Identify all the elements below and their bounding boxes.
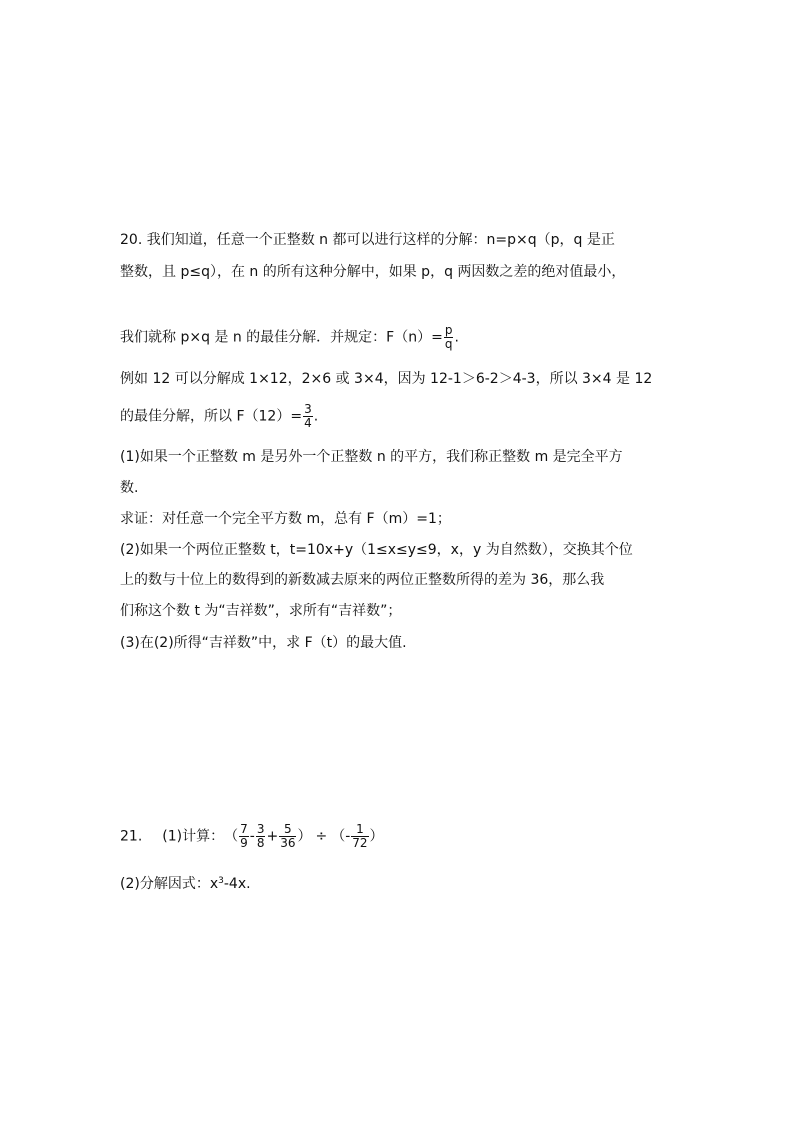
q20-part3-line-1 <box>120 633 680 653</box>
q20-line-4-text: 例如 12 可以分解成 1×12，2×6 或 3×4，因为 12-1＞6-2＞4-3，所以 3×4 是 12 <box>120 371 653 387</box>
q20-part1-line-1 <box>120 447 680 467</box>
q20-line-2-text: 整数，且 p≤q），在 n 的所有这种分解中，如果 p，q 两因数之差的绝对值最小， <box>120 264 626 280</box>
q21-part1 <box>120 823 680 850</box>
fraction-denominator: 9 <box>240 836 248 850</box>
close-paren: ） <box>297 828 312 845</box>
q20-part2-line-3-text: 们称这个数 t 为“吉祥数”，求所有“吉祥数”； <box>120 603 402 619</box>
minus-sign: - <box>249 828 255 845</box>
q20-part1-line-2-text: 数. <box>120 480 139 496</box>
open-paren: （ <box>224 828 239 845</box>
q21-part2-end: -4x. <box>223 876 251 892</box>
fraction-numerator: 5 <box>279 823 296 837</box>
q20-line-1-text: 20. 我们知道，任意一个正整数 n 都可以进行这样的分解：n=p×q（p，q 是正 <box>120 232 615 248</box>
q20-line-3 <box>120 324 680 351</box>
fraction-3-over-4 <box>303 403 313 430</box>
q21-part2-text: (2)分解因式：x <box>120 876 219 892</box>
q20-line-5-end: . <box>313 408 319 425</box>
q20-part2-line-2-text: 上的数与十位上的数得到的新数减去原来的两位正整数所得的差为 36，那么我 <box>120 572 605 588</box>
fraction-denominator: q <box>444 337 453 351</box>
q20-part2-line-1-text: (2)如果一个两位正整数 t，t=10x+y（1≤x≤y≤9，x，y 为自然数），交换其个位 <box>120 542 633 558</box>
plus-sign: + <box>266 828 279 845</box>
fraction-numerator: 7 <box>240 822 248 836</box>
fraction-numerator: 1 <box>351 823 368 837</box>
q20-line-3-text: 我们就称 p×q 是 n 的最佳分解．并规定：F（n）= <box>120 329 443 346</box>
q20-part1-line-3-text: 求证：对任意一个完全平方数 m，总有 F（m）=1； <box>120 511 451 527</box>
q20-line-3-end: . <box>454 329 459 346</box>
q20-part1-line-2 <box>120 478 680 498</box>
divide-sign: ÷ <box>315 828 328 845</box>
fraction-denominator: 4 <box>304 416 312 430</box>
q20-part1-line-1-text: (1)如果一个正整数 m 是另外一个正整数 n 的平方，我们称正整数 m 是完全平方 <box>120 449 623 465</box>
q20-line-4 <box>120 369 680 389</box>
fraction-denominator: 72 <box>352 836 368 850</box>
fraction-denominator: 8 <box>256 836 265 850</box>
fraction-numerator: p <box>444 323 453 337</box>
q21-expression <box>224 823 383 850</box>
fraction-denominator: 36 <box>280 836 296 850</box>
q20-part2-line-1 <box>120 540 680 560</box>
close-paren-2: ） <box>369 828 384 845</box>
fraction-numerator: 3 <box>256 822 265 836</box>
open-paren-negative: （- <box>331 828 351 845</box>
q20-part3-line-1-text: (3)在(2)所得“吉祥数”中，求 F（t）的最大值. <box>120 635 407 651</box>
q20-line-1 <box>120 230 680 250</box>
fraction-5-over-36 <box>279 823 296 850</box>
q21-part1-label: (1)计算： <box>162 828 225 845</box>
exponent-3: 3 <box>218 876 224 886</box>
q20-line-5-text: 的最佳分解，所以 F（12）= <box>120 408 303 425</box>
fraction-1-over-72 <box>351 823 368 850</box>
fraction-numerator: 3 <box>304 402 312 416</box>
q20-line-2 <box>120 262 680 282</box>
fraction-p-over-q <box>444 324 454 351</box>
q21-part2 <box>120 871 680 894</box>
fraction-7-over-9 <box>239 823 249 850</box>
q21-label: 21. <box>120 828 143 845</box>
q20-part2-line-3 <box>120 601 680 621</box>
fraction-3-over-8 <box>256 823 266 850</box>
q20-line-5 <box>120 403 680 430</box>
q20-part1-line-3 <box>120 509 680 529</box>
q20-part2-line-2 <box>120 570 680 590</box>
